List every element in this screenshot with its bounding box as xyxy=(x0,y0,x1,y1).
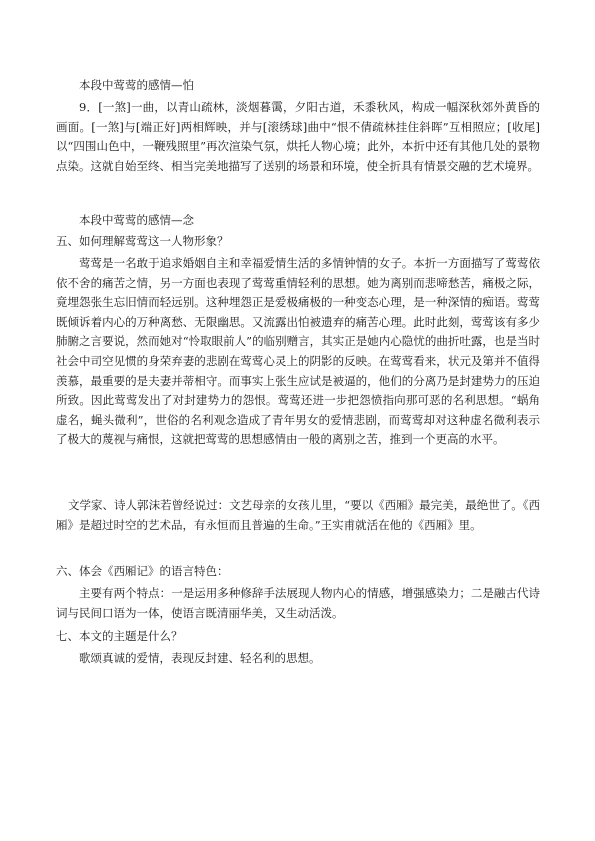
question-6-heading: 六、体会《西厢记》的语言特色： xyxy=(56,564,229,578)
paragraph-9: 9．[一煞]一曲，以青山疏林，淡烟暮霭，夕阳古道，禾黍秋风，构成一幅深秋郊外黄昏的画面。[一煞]与[端正好]两相辉映，并与[滚绣球]曲中“恨不倩疏林挂住斜晖”互相照应；[收尾]以“四围山色中，一鞭残照里”再次渲染气氛，烘托人物心境；此外，本折中还有其他几处的景物点染。这就自始至终、相当完美地描写了送别的场景和环境，使全折具有情景交融的艺术境界。 xyxy=(56,100,540,173)
answer-6-paragraph: 主要有两个特点：一是运用多种修辞手法展现人物内心的情感，增强感染力；二是融古代诗词与民间口语为一体，使语言既清丽华美，又生动活泼。 xyxy=(56,586,540,620)
emotion-miss-line: 本段中莺莺的感情—念 xyxy=(79,213,194,227)
answer-7-paragraph: 歌颂真诚的爱情，表现反封建、轻名利的思想。 xyxy=(79,651,321,665)
emotion-fear-line: 本段中莺莺的感情—怕 xyxy=(79,78,194,92)
question-7-heading: 七、本文的主题是什么？ xyxy=(56,629,183,643)
question-5-heading: 五、如何理解莺莺这一人物形象？ xyxy=(56,234,229,248)
answer-5-paragraph: 莺莺是一名敢于追求婚姻自主和幸福爱情生活的多情钟情的女子。本折一方面描写了莺莺依依不舍的痛苦之情，另一方面也表现了莺莺重情轻利的思想。她为离别而悲啼愁苦，痛极之际，竟埋怨张生忘旧情而轻远别。这种埋怨正是爱极痛极的一种变态心理，是一种深情的痴语。莺莺既倾诉着内心的万种离愁、无限幽思。又流露出怕被遗弃的痛苦心理。此时此刻，莺莺该有多少肺腑之言要说，然而她对“怜取眼前人”的临别赠言，其实正是她内心隐忧的曲折吐露，也是当时社会中司空见惯的身荣弃妻的悲剧在莺莺心灵上的阴影的反映。在莺莺看来，状元及第并不值得羡慕，最重要的是夫妻并蒂相守。而事实上张生应试是被逼的，他们的分离乃是封建势力的压迫所致。因此莺莺发出了对封建势力的怨恨。莺莺还进一步把怨愤指向那可恶的名利思想。“蜗角虚名，蝇头微利”，世俗的名利观念造成了青年男女的爱情悲剧，而莺莺却对这种虚名微利表示了极大的蔑视与痛恨，这就把莺莺的思想感情由一般的离别之苦，推到一个更高的水平。 xyxy=(56,256,540,447)
guo-moruo-quote-paragraph: 文学家、诗人郭沫若曾经说过：文艺母亲的女孩儿里，“要以《西厢》最完美，最绝世了。《西厢》是超过时空的艺术品，有永恒而且普遍的生命。”王实甫就活在他的《西厢》里。 xyxy=(56,498,540,532)
